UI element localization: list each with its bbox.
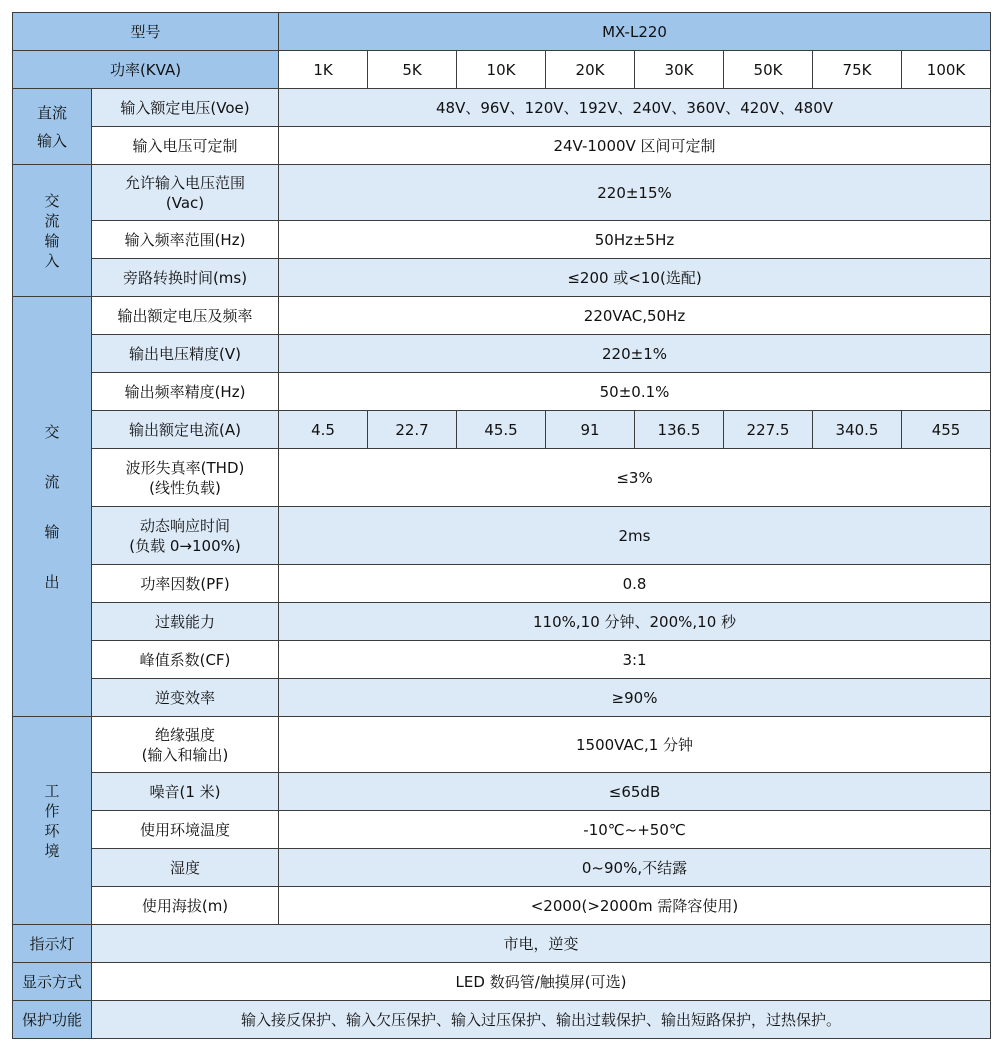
power-value: 100K [902, 51, 991, 89]
row-label: 绝缘强度 (输入和输出) [92, 717, 279, 773]
table-row [13, 127, 991, 165]
table-row [13, 297, 991, 335]
table-row [13, 507, 991, 565]
current-value: 455 [902, 411, 991, 449]
row-label: 湿度 [92, 849, 279, 887]
table-row [13, 411, 991, 449]
row-value: 1500VAC,1 分钟 [279, 717, 991, 773]
table-row [13, 259, 991, 297]
power-value: 75K [813, 51, 902, 89]
power-row [13, 51, 991, 89]
current-value: 22.7 [368, 411, 457, 449]
table-row [13, 811, 991, 849]
model-value: MX-L220 [279, 13, 991, 51]
row-value: 0.8 [279, 565, 991, 603]
row-value: 2ms [279, 507, 991, 565]
category-ac-input: 交 流 输 入 [13, 165, 92, 297]
row-label: 旁路转换时间(ms) [92, 259, 279, 297]
row-label: 波形失真率(THD) (线性负载) [92, 449, 279, 507]
row-label: 输入电压可定制 [92, 127, 279, 165]
power-value: 50K [724, 51, 813, 89]
model-row [13, 13, 991, 51]
row-value: -10℃~+50℃ [279, 811, 991, 849]
row-label: 输出电压精度(V) [92, 335, 279, 373]
table-row [13, 449, 991, 507]
table-row [13, 565, 991, 603]
row-value: 48V、96V、120V、192V、240V、360V、420V、480V [279, 89, 991, 127]
row-label: 输入频率范围(Hz) [92, 221, 279, 259]
row-value: 50±0.1% [279, 373, 991, 411]
category-dc-input: 直流 输入 [13, 89, 92, 165]
category-ac-output: 交 流 输 出 [13, 297, 92, 717]
table-row [13, 679, 991, 717]
current-value: 91 [546, 411, 635, 449]
indicator-value: 市电，逆变 [92, 925, 991, 963]
table-row [13, 221, 991, 259]
row-label: 允许输入电压范围 (Vac) [92, 165, 279, 221]
category-environment: 工 作 环 境 [13, 717, 92, 925]
table-row [13, 963, 991, 1001]
table-row [13, 773, 991, 811]
table-row [13, 89, 991, 127]
row-label: 动态响应时间 (负载 0→100%) [92, 507, 279, 565]
table-row [13, 335, 991, 373]
row-label: 使用环境温度 [92, 811, 279, 849]
table-row [13, 849, 991, 887]
current-value: 4.5 [279, 411, 368, 449]
current-value: 45.5 [457, 411, 546, 449]
row-value: 220VAC,50Hz [279, 297, 991, 335]
row-value: 3:1 [279, 641, 991, 679]
spec-table [12, 12, 991, 1039]
row-value: ≥90% [279, 679, 991, 717]
table-row [13, 641, 991, 679]
protection-label: 保护功能 [13, 1001, 92, 1039]
row-value: 0~90%,不结露 [279, 849, 991, 887]
row-value: 220±15% [279, 165, 991, 221]
power-value: 30K [635, 51, 724, 89]
power-value: 20K [546, 51, 635, 89]
power-value: 1K [279, 51, 368, 89]
row-label: 输入额定电压(Voe) [92, 89, 279, 127]
row-label: 使用海拔(m) [92, 887, 279, 925]
table-row [13, 165, 991, 221]
table-row [13, 603, 991, 641]
row-label: 输出额定电流(A) [92, 411, 279, 449]
indicator-label: 指示灯 [13, 925, 92, 963]
display-value: LED 数码管/触摸屏(可选) [92, 963, 991, 1001]
table-row [13, 717, 991, 773]
table-row [13, 887, 991, 925]
row-label: 峰值系数(CF) [92, 641, 279, 679]
row-label: 过载能力 [92, 603, 279, 641]
power-label: 功率(KVA) [13, 51, 279, 89]
row-label: 输出频率精度(Hz) [92, 373, 279, 411]
row-value: 220±1% [279, 335, 991, 373]
table-row [13, 1001, 991, 1039]
row-value: ≤3% [279, 449, 991, 507]
current-value: 227.5 [724, 411, 813, 449]
row-value: 50Hz±5Hz [279, 221, 991, 259]
protection-value: 输入接反保护、输入欠压保护、输入过压保护、输出过载保护、输出短路保护，过热保护。 [92, 1001, 991, 1039]
table-row [13, 373, 991, 411]
model-label: 型号 [13, 13, 279, 51]
row-label: 功率因数(PF) [92, 565, 279, 603]
display-label: 显示方式 [13, 963, 92, 1001]
power-value: 10K [457, 51, 546, 89]
row-value: <2000(>2000m 需降容使用) [279, 887, 991, 925]
row-value: ≤65dB [279, 773, 991, 811]
row-label: 输出额定电压及频率 [92, 297, 279, 335]
row-value: 110%,10 分钟、200%,10 秒 [279, 603, 991, 641]
current-value: 136.5 [635, 411, 724, 449]
row-label: 噪音(1 米) [92, 773, 279, 811]
row-value: 24V-1000V 区间可定制 [279, 127, 991, 165]
row-label: 逆变效率 [92, 679, 279, 717]
table-row [13, 925, 991, 963]
power-value: 5K [368, 51, 457, 89]
row-value: ≤200 或<10(选配) [279, 259, 991, 297]
current-value: 340.5 [813, 411, 902, 449]
